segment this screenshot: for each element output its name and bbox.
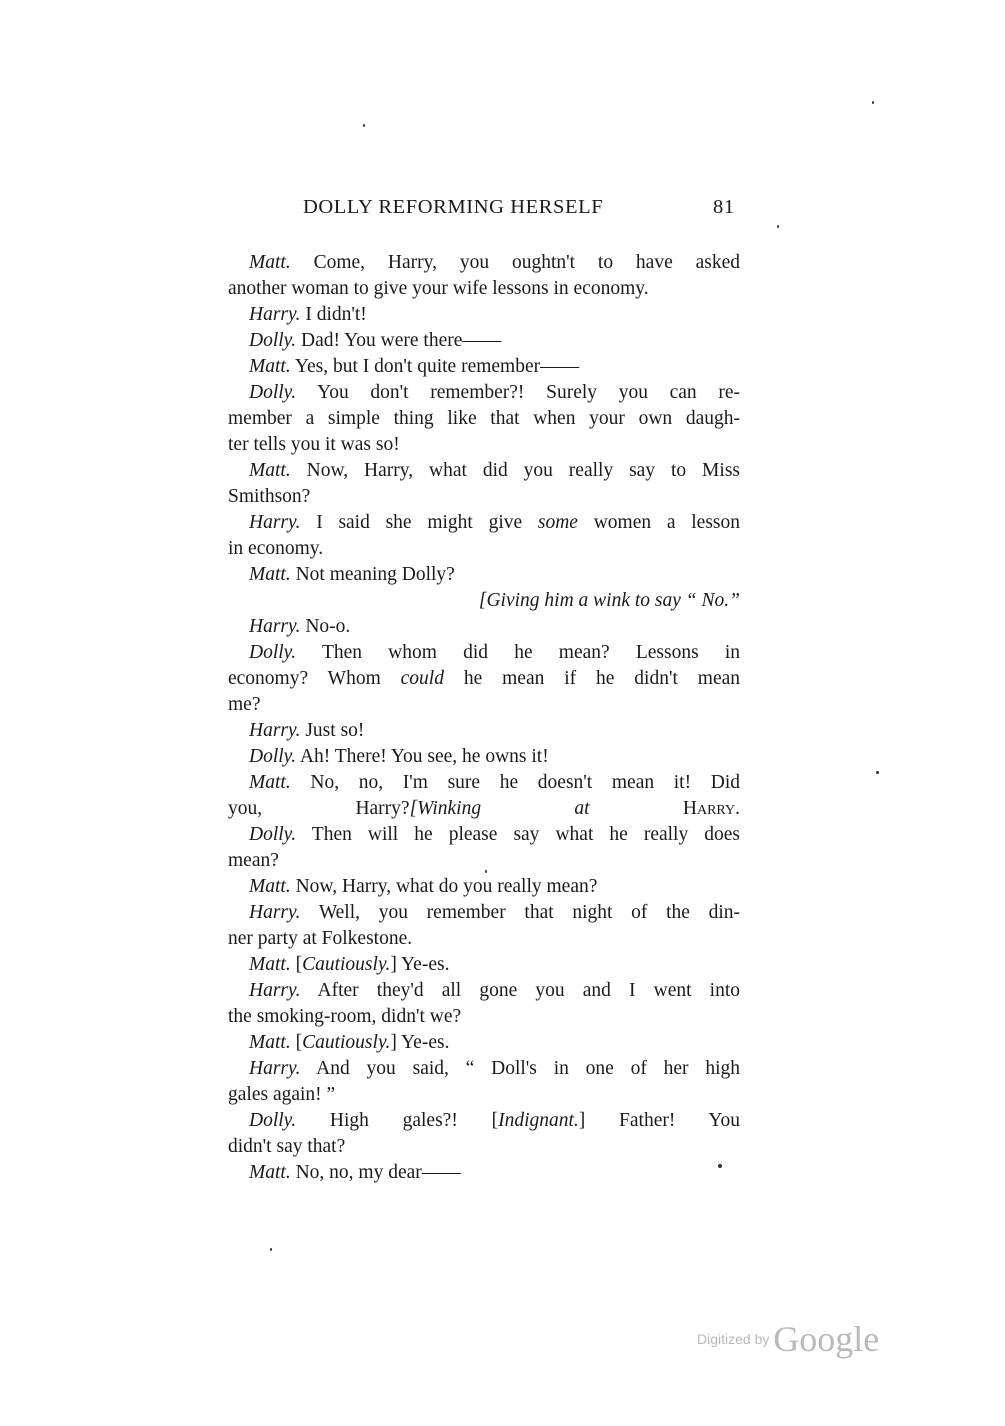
dialogue-text bbox=[228, 250, 740, 1186]
line-text: ner party at Folkestone. bbox=[228, 928, 413, 949]
stage-direction-text: [Winking at bbox=[409, 798, 683, 819]
line-text: Not meaning Dolly? bbox=[290, 564, 455, 585]
text-line bbox=[228, 666, 740, 692]
line-text: No, no, my dear—— bbox=[290, 1162, 461, 1183]
line-text: you, Harry? bbox=[228, 798, 410, 819]
line-text: in economy. bbox=[228, 538, 324, 559]
speaker-name: Matt. bbox=[249, 1032, 291, 1053]
speaker-name: Dolly. bbox=[249, 330, 297, 351]
text-line bbox=[228, 510, 740, 536]
line-text: You don't remember?! Surely you can re- bbox=[296, 382, 740, 403]
line-text: women a lesson bbox=[577, 512, 740, 533]
text-line bbox=[228, 1082, 740, 1108]
print-speck bbox=[718, 1164, 722, 1168]
italic-text: Cautiously. bbox=[302, 1032, 391, 1053]
line-text: me? bbox=[228, 694, 261, 715]
text-line bbox=[228, 562, 740, 588]
speaker-name: Harry. bbox=[249, 720, 301, 741]
speaker-name: Matt. bbox=[249, 772, 291, 793]
line-text: Then will he please say what he really does bbox=[296, 824, 740, 845]
line-text: Well, you remember that night of the din- bbox=[300, 902, 740, 923]
speaker-name: Harry. bbox=[249, 304, 301, 325]
speaker-name: Matt. bbox=[249, 876, 291, 897]
text-line bbox=[228, 796, 740, 822]
speaker-name: Dolly. bbox=[249, 382, 297, 403]
text-line bbox=[228, 614, 740, 640]
running-header bbox=[303, 196, 743, 226]
line-text: No-o. bbox=[300, 616, 351, 637]
line-text: I didn't! bbox=[300, 304, 367, 325]
line-text: Ah! There! You see, he owns it! bbox=[296, 746, 549, 767]
text-line bbox=[228, 380, 740, 406]
stage-direction: [Giving him a wink to say “ No.” bbox=[478, 590, 740, 611]
line-text: he mean if he didn't mean bbox=[443, 668, 741, 689]
line-text: economy? Whom bbox=[228, 668, 401, 689]
line-text: And you said, “ Doll's in one of her high bbox=[300, 1058, 740, 1079]
speaker-name: Harry. bbox=[249, 980, 301, 1001]
speaker-name: Harry. bbox=[249, 616, 301, 637]
text-line bbox=[228, 874, 740, 900]
digitized-by-google-watermark bbox=[697, 1318, 879, 1360]
line-text: Just so! bbox=[300, 720, 365, 741]
print-speck bbox=[777, 225, 779, 228]
line-text: I said she might give bbox=[300, 512, 538, 533]
speaker-name: Harry. bbox=[249, 512, 301, 533]
speaker-name: Matt. bbox=[249, 356, 291, 377]
text-line bbox=[228, 1056, 740, 1082]
text-line bbox=[228, 1030, 740, 1056]
text-line bbox=[228, 1134, 740, 1160]
line-text: Smithson? bbox=[228, 486, 311, 507]
text-line bbox=[228, 900, 740, 926]
print-speck bbox=[485, 870, 487, 873]
text-line bbox=[228, 250, 740, 276]
line-text: the smoking-room, didn't we? bbox=[228, 1006, 462, 1027]
line-text: Come, Harry, you oughtn't to have asked bbox=[290, 252, 740, 273]
line-text: After they'd all gone you and I went into bbox=[300, 980, 740, 1001]
italic-text: could bbox=[400, 668, 444, 689]
text-line bbox=[228, 276, 740, 302]
text-line bbox=[228, 354, 740, 380]
speaker-name: Dolly. bbox=[249, 642, 297, 663]
line-text: ter tells you it was so! bbox=[228, 434, 400, 455]
text-line bbox=[228, 484, 740, 510]
print-speck bbox=[270, 1248, 272, 1251]
text-line bbox=[228, 926, 740, 952]
speaker-name: Matt. bbox=[249, 954, 291, 975]
print-speck bbox=[363, 124, 365, 127]
text-line bbox=[228, 640, 740, 666]
text-line bbox=[228, 952, 740, 978]
speaker-name: Harry. bbox=[249, 902, 301, 923]
line-text: ] Father! You bbox=[578, 1110, 740, 1131]
line-text: Then whom did he mean? Lessons in bbox=[296, 642, 740, 663]
page-number: 81 bbox=[713, 196, 735, 218]
text-line bbox=[228, 692, 740, 718]
line-text: Now, Harry, what do you really mean? bbox=[290, 876, 598, 897]
text-line bbox=[228, 978, 740, 1004]
line-text: No, no, I'm sure he doesn't mean it! Did bbox=[290, 772, 740, 793]
text-line bbox=[228, 718, 740, 744]
text-line bbox=[228, 458, 740, 484]
stage-direction-name: Harry. bbox=[682, 798, 740, 819]
text-line bbox=[228, 302, 740, 328]
text-line bbox=[228, 406, 740, 432]
line-text: [ bbox=[290, 1032, 303, 1053]
google-logo-text: Google bbox=[773, 1319, 880, 1359]
speaker-name: Dolly. bbox=[249, 1110, 297, 1131]
text-line bbox=[228, 744, 740, 770]
italic-text: some bbox=[537, 512, 578, 533]
text-line bbox=[228, 1160, 740, 1186]
watermark-prefix: Digitized by bbox=[697, 1331, 774, 1347]
text-line bbox=[228, 536, 740, 562]
line-text: Yes, but I don't quite remember—— bbox=[290, 356, 580, 377]
text-line bbox=[228, 328, 740, 354]
line-text: Dad! You were there—— bbox=[296, 330, 502, 351]
line-text: [ bbox=[290, 954, 303, 975]
line-text: ] Ye-es. bbox=[390, 954, 450, 975]
speaker-name: Matt. bbox=[249, 252, 291, 273]
text-line bbox=[228, 822, 740, 848]
speaker-name: Matt. bbox=[249, 564, 291, 585]
text-line bbox=[228, 588, 740, 614]
print-speck bbox=[876, 771, 879, 774]
text-line bbox=[228, 770, 740, 796]
running-title: DOLLY REFORMING HERSELF bbox=[303, 196, 604, 218]
line-text: gales again! ” bbox=[228, 1084, 336, 1105]
speaker-name: Matt. bbox=[249, 460, 291, 481]
line-text: member a simple thing like that when your own daugh- bbox=[228, 408, 740, 429]
line-text: another woman to give your wife lessons in economy. bbox=[228, 278, 649, 299]
speaker-name: Dolly. bbox=[249, 746, 297, 767]
text-line bbox=[228, 848, 740, 874]
line-text: High gales?! [ bbox=[296, 1110, 499, 1131]
text-line bbox=[228, 432, 740, 458]
line-text: Now, Harry, what did you really say to Miss bbox=[290, 460, 740, 481]
stage-direction bbox=[410, 798, 740, 819]
speaker-name: Harry. bbox=[249, 1058, 301, 1079]
text-line bbox=[228, 1004, 740, 1030]
speaker-name: Dolly. bbox=[249, 824, 297, 845]
speaker-name: Matt. bbox=[249, 1162, 291, 1183]
line-text: mean? bbox=[228, 850, 279, 871]
line-text: didn't say that? bbox=[228, 1136, 346, 1157]
print-speck bbox=[872, 101, 874, 104]
line-text: ] Ye-es. bbox=[390, 1032, 450, 1053]
text-line bbox=[228, 1108, 740, 1134]
italic-text: Indignant. bbox=[498, 1110, 579, 1131]
italic-text: Cautiously. bbox=[302, 954, 391, 975]
